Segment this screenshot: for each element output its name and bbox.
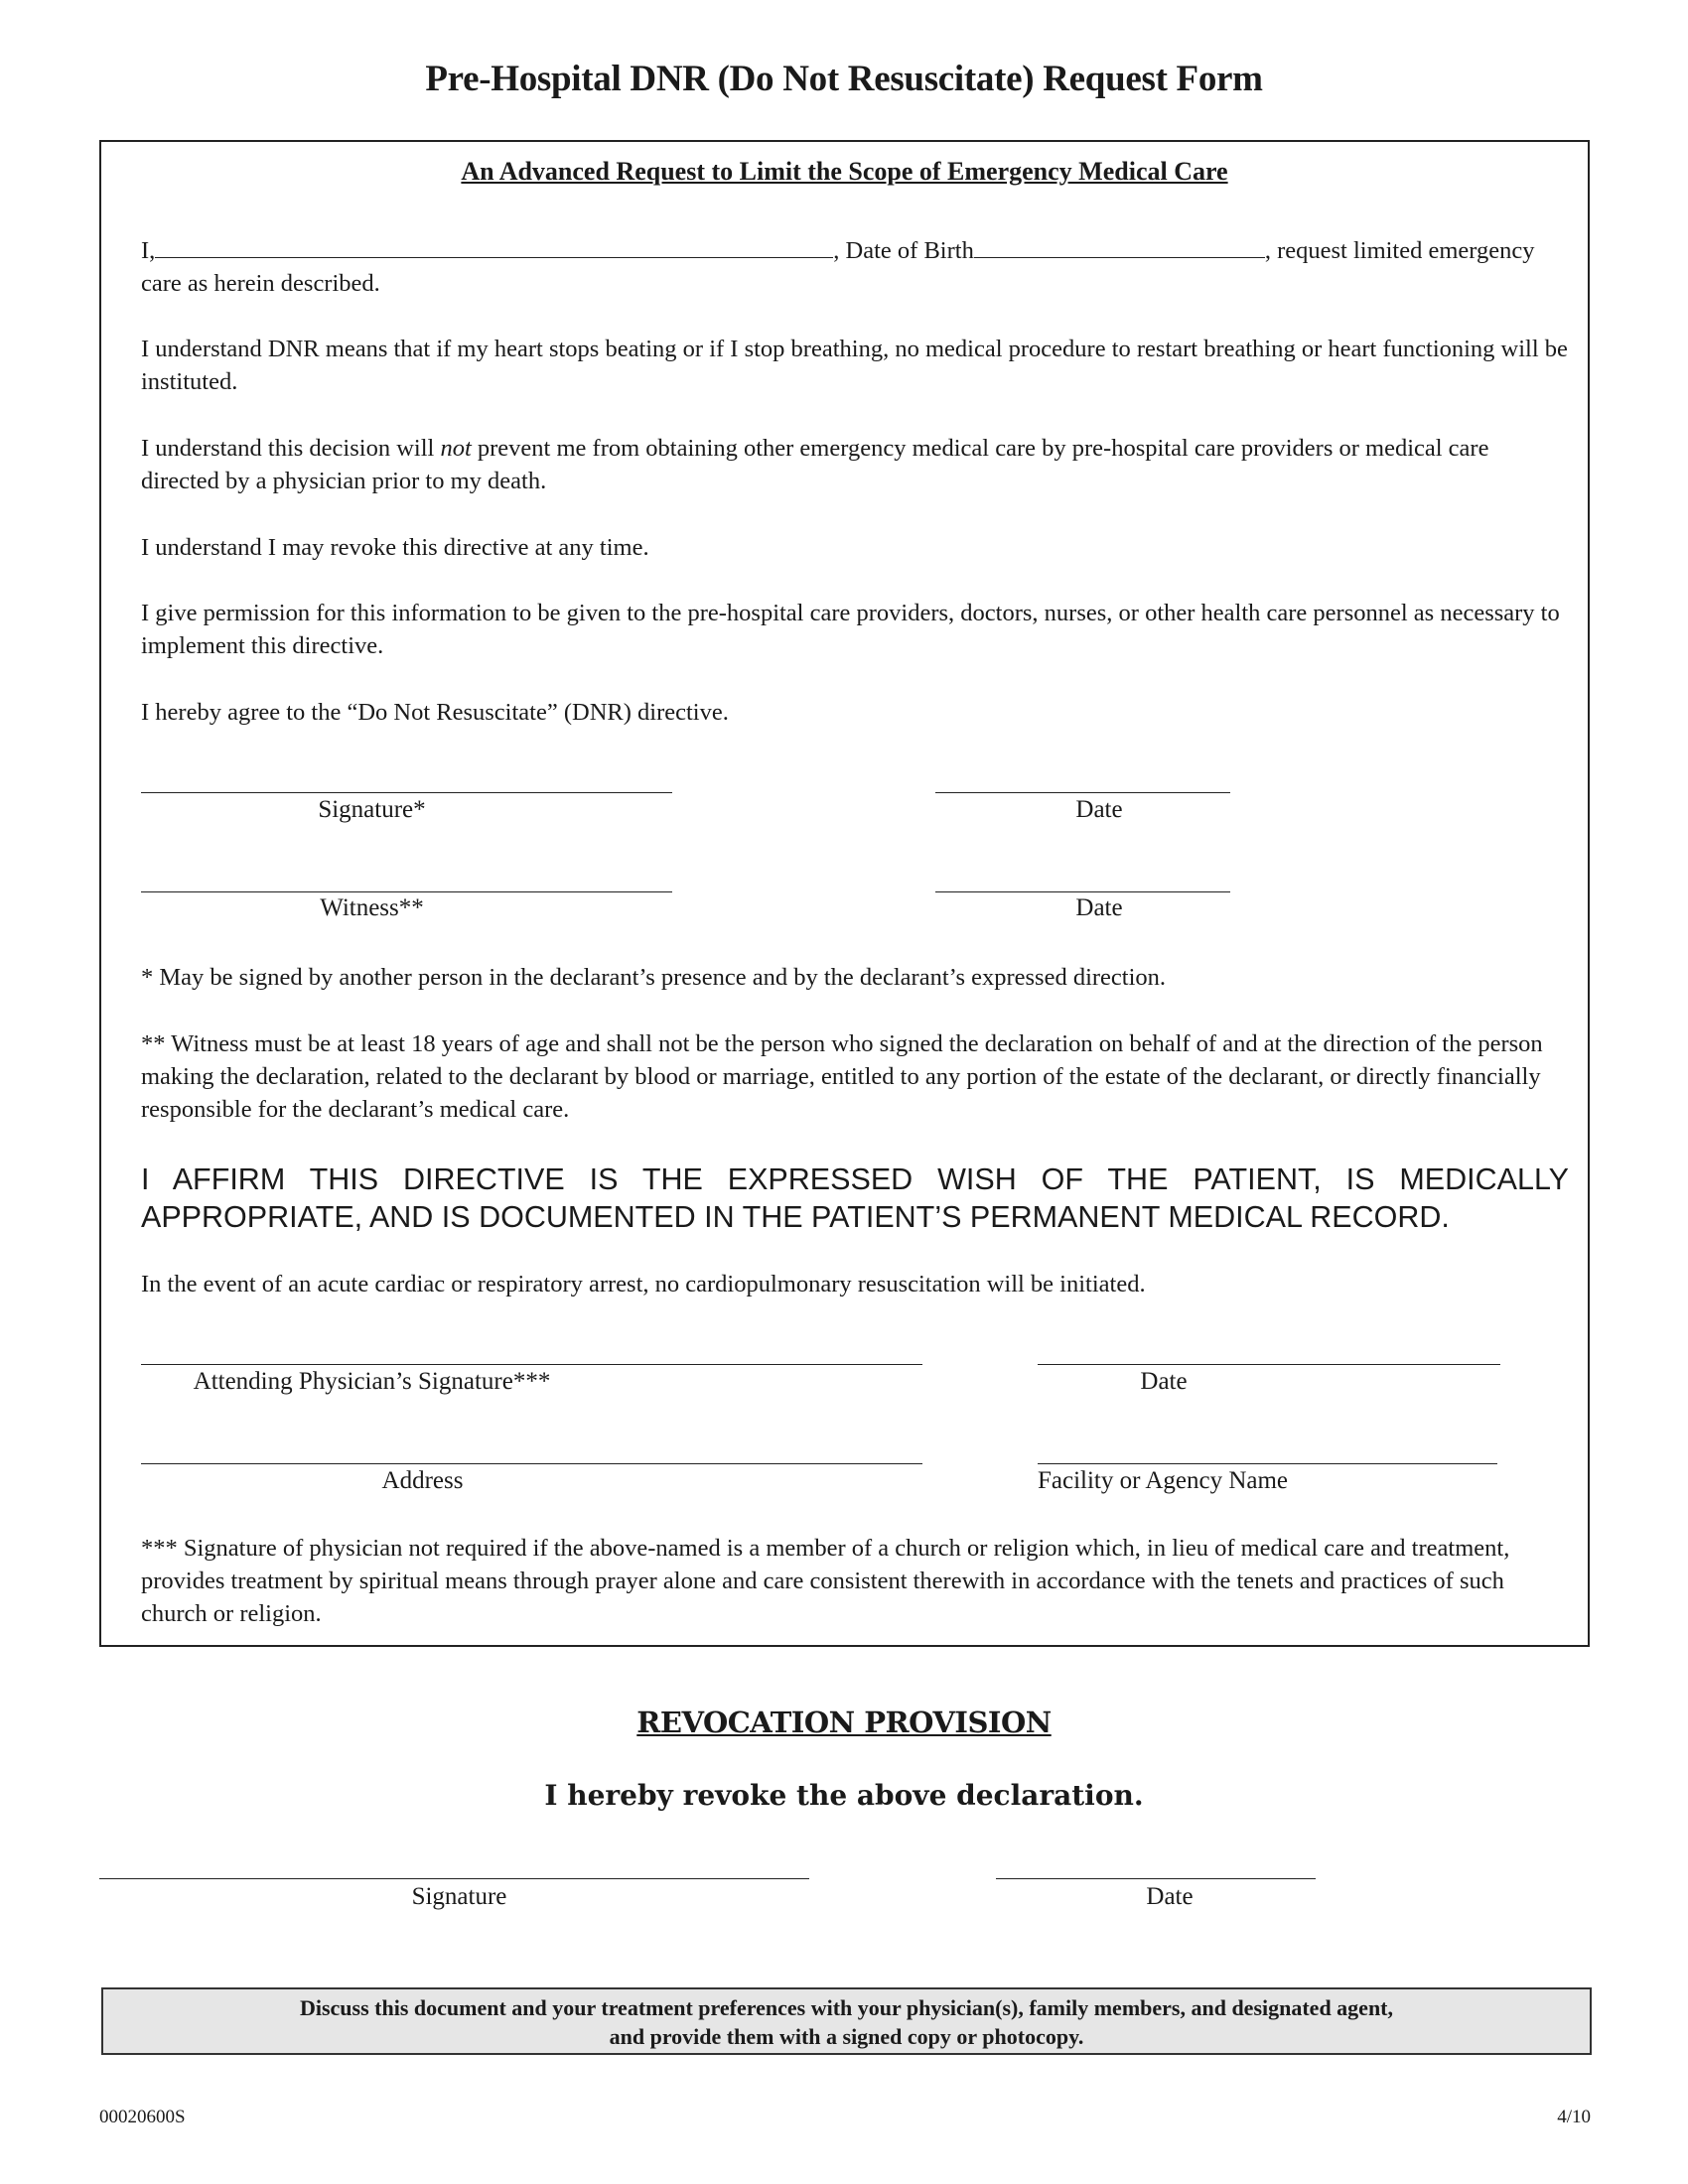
revocation-title: REVOCATION PROVISION: [636, 1706, 1052, 1739]
form-code: 00020600S: [99, 2107, 186, 2127]
not-prevent-text-end: prevent me from obtaining other emergency medical care by pre-hospital care providers or medical care directed by a physician prior to my death.: [141, 435, 1489, 494]
physician-date-line[interactable]: [1038, 1364, 1500, 1365]
dnr-request-section: [99, 140, 1590, 1647]
arrest-paragraph: In the event of an acute cardiac or respiratory arrest, no cardiopulmonary resuscitation will be initiated.: [141, 1271, 1146, 1297]
physician-signature-label: Attending Physician’s Signature***: [193, 1368, 551, 1395]
section-subtitle: An Advanced Request to Limit the Scope of Emergency Medical Care: [461, 157, 1228, 186]
not-prevent-emphasis: not: [440, 435, 472, 462]
facility-line[interactable]: [1038, 1463, 1497, 1464]
name-field[interactable]: [155, 233, 833, 258]
footnote-signer: * May be signed by another person in the declarant’s presence and by the declarant’s expressed direction.: [141, 964, 1167, 991]
agree-paragraph: I hereby agree to the “Do Not Resuscitate” (DNR) directive.: [141, 699, 729, 726]
revocation-signature-label: Signature: [411, 1883, 507, 1910]
signature-label: Signature*: [318, 796, 426, 823]
signature-line[interactable]: [141, 792, 672, 793]
notice-line-2: and provide them with a signed copy or photocopy.: [609, 2024, 1084, 2049]
address-label: Address: [381, 1467, 464, 1494]
request-prefix: I,: [141, 237, 156, 264]
revocation-date-label: Date: [1146, 1883, 1194, 1910]
address-line[interactable]: [141, 1463, 922, 1464]
page-title: Pre-Hospital DNR (Do Not Resuscitate) Request Form: [425, 59, 1263, 99]
signature-date-label: Date: [1075, 796, 1123, 823]
request-suffix: , request limited emergency: [1264, 237, 1535, 264]
notice-line-1: Discuss this document and your treatment preferences with your physician(s), family members, and designated agent,: [299, 1995, 1394, 2020]
not-prevent-text-start: I understand this decision will: [141, 435, 441, 462]
signature-date-line[interactable]: [935, 792, 1230, 793]
request-paragraph: [141, 233, 1569, 300]
not-prevent-paragraph: [141, 432, 1569, 497]
physician-signature-line[interactable]: [141, 1364, 922, 1365]
witness-line[interactable]: [141, 891, 672, 892]
witness-date-line[interactable]: [935, 891, 1230, 892]
revocation-date-line[interactable]: [996, 1878, 1316, 1879]
dnr-meaning-paragraph: I understand DNR means that if my heart stops beating or if I stop breathing, no medical procedure to restart breathing or heart functioning will be instituted.: [141, 336, 1568, 395]
request-continuation: care as herein described.: [141, 270, 380, 297]
footnote-witness: ** Witness must be at least 18 years of age and shall not be the person who signed the declaration on behalf of and at the direction of the person making the declaration, related to the declarant by blood or marriage, entitled to any portion of the estate of the declarant, or directly financially responsible for the declarant’s medical care.: [141, 1030, 1543, 1123]
footnote-physician: *** Signature of physician not required if the above-named is a member of a church or religion which, in lieu of medical care and treatment, provides treatment by spiritual means through prayer alone and care consistent therewith in accordance with the tenets and practices of such church or religion.: [141, 1535, 1510, 1627]
witness-label: Witness**: [320, 894, 424, 921]
permission-paragraph: I give permission for this information to be given to the pre-hospital care providers, doctors, nurses, or other health care personnel as necessary to implement this directive.: [141, 600, 1560, 659]
notice-box: [101, 1987, 1592, 2055]
witness-date-label: Date: [1075, 894, 1123, 921]
physician-affirmation: I AFFIRM THIS DIRECTIVE IS THE EXPRESSED WISH OF THE PATIENT, IS MEDICALLY APPROPRIATE, AND IS DOCUMENTED IN THE PATIENT’S PERMANENT MEDICAL RECORD.: [141, 1162, 1569, 1234]
revocation-signature-line[interactable]: [99, 1878, 809, 1879]
revision-date: 4/10: [1557, 2107, 1591, 2127]
revoke-paragraph: I understand I may revoke this directive at any time.: [141, 534, 649, 561]
facility-label: Facility or Agency Name: [1038, 1467, 1289, 1494]
date-of-birth-field[interactable]: [974, 233, 1265, 258]
physician-date-label: Date: [1140, 1368, 1188, 1395]
dob-label: , Date of Birth: [833, 237, 974, 264]
revocation-statement: I hereby revoke the above declaration.: [544, 1779, 1144, 1812]
